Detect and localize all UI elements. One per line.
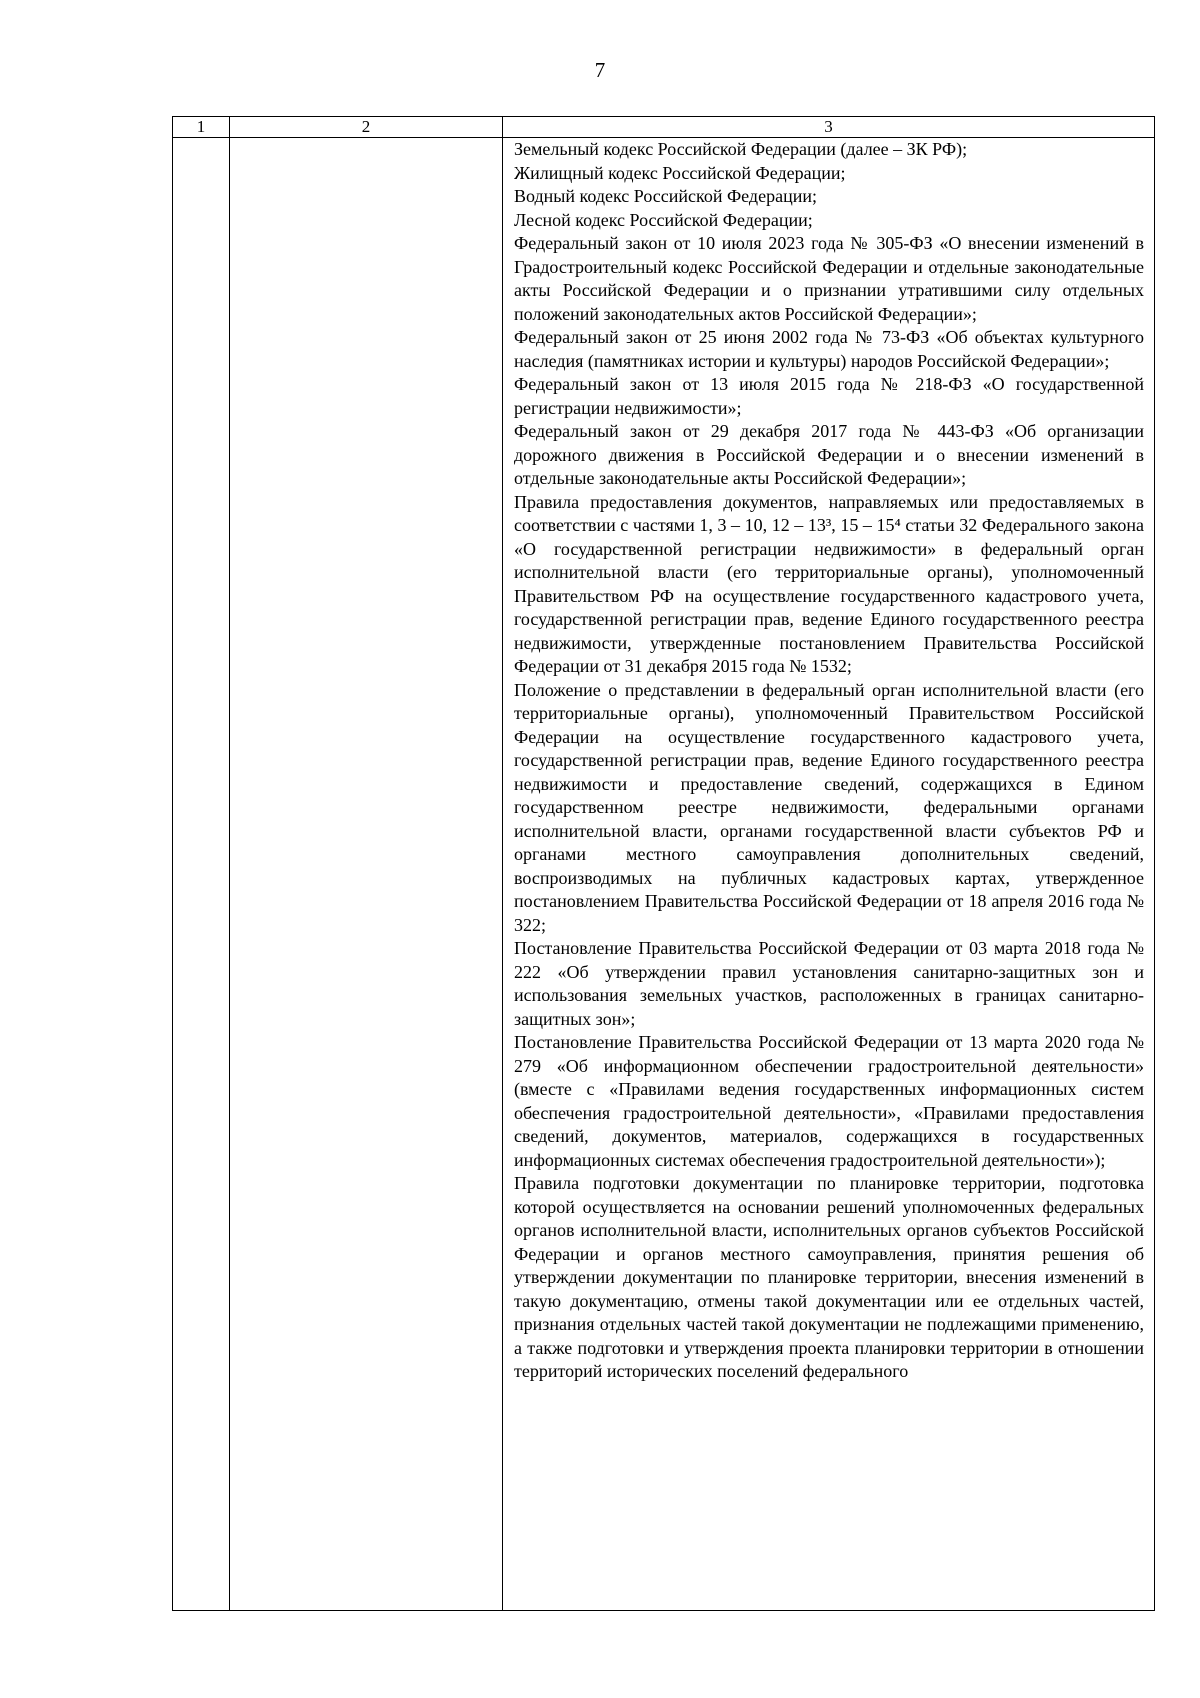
legal-act-entry: Жилищный кодекс Российской Федерации; <box>514 162 846 183</box>
column-header-1: 1 <box>173 117 230 138</box>
legal-acts-table <box>172 116 1155 1611</box>
legal-act-entry: Постановление Правительства Российской Федерации от 13 марта 2020 года № 279 «Об информационном обеспечении градостроительной деятельности» (вместе с «Правилами ведения государственных информационных систем обеспечения градостроительной деятельности», «Правилами предоставления сведений, документов, материалов, содержащихся в государственных информационных системах обеспечения градостроительной деятельности»); <box>514 1032 1144 1170</box>
page-number: 7 <box>594 58 606 82</box>
table-cell-col2 <box>230 138 503 1611</box>
legal-act-entry: Правила предоставления документов, направляемых или предоставляемых в соответствии с частями 1, 3 – 10, 12 – 13³, 15 – 15⁴ статьи 32 Федерального закона «О государственной регистрации недвижимости» в федеральный орган исполнительной власти (его территориальные органы), уполномоченный Правительством РФ на осуществление государственного кадастрового учета, государственной регистрации прав, ведение Единого государственного реестра недвижимости, утвержденные постановлением Правительства Российской Федерации от 31 декабря 2015 года № 1532; <box>514 491 1144 676</box>
legal-act-entry: Водный кодекс Российской Федерации; <box>514 186 817 206</box>
table-cell-col3 <box>503 138 1155 1611</box>
column-header-3: 3 <box>503 117 1155 138</box>
legal-act-entry: Федеральный закон от 29 декабря 2017 года № 443-ФЗ «Об организации дорожного движения в Российской Федерации и о внесении изменений в отдельные законодательные акты Российской Федерации»; <box>514 421 1144 488</box>
legal-act-entry: Лесной кодекс Российской Федерации; <box>514 209 813 230</box>
legal-act-entry: Земельный кодекс Российской Федерации (далее – ЗК РФ); <box>514 139 968 159</box>
table-header-row <box>173 117 1155 138</box>
legal-act-entry: Федеральный закон от 10 июля 2023 года № 305-ФЗ «О внесении изменений в Градостроительный кодекс Российской Федерации и отдельные законодательные акты Российской Федерации и о признании утратившими силу отдельных положений законодательных актов Российской Федерации»; <box>514 233 1144 324</box>
table-cell-col1 <box>173 138 230 1611</box>
legal-act-entry: Федеральный закон от 25 июня 2002 года № 73-ФЗ «Об объектах культурного наследия (памятниках истории и культуры) народов Российской Федерации»; <box>514 327 1144 371</box>
table-row <box>173 138 1155 1611</box>
column-header-2: 2 <box>230 117 503 138</box>
legal-act-entry: Положение о представлении в федеральный орган исполнительной власти (его территориальные органы), уполномоченный Правительством Российской Федерации на осуществление государственного кадастрового учета, государственной регистрации прав, ведение Единого государственного реестра недвижимости и предоставление сведений, содержащихся в Едином государственном реестре недвижимости, федеральными органами исполнительной власти, органами государственной власти субъектов РФ и органами местного самоуправления дополнительных сведений, воспроизводимых на публичных кадастровых картах, утвержденное постановлением Правительства Российской Федерации от 18 апреля 2016 года № 322; <box>514 679 1144 935</box>
legal-act-entry: Правила подготовки документации по планировке территории, подготовка которой осуществляется на основании решений уполномоченных федеральных органов исполнительной власти, исполнительных органов субъектов Российской Федерации и органов местного самоуправления, принятия решения об утверждении документации по планировке территории, внесения изменений в такую документацию, отмены такой документации или ее отдельных частей, признания отдельных частей такой документации не подлежащими применению, а также подготовки и утверждения проекта планировки территории в отношении территорий исторических поселений федерального <box>514 1173 1144 1381</box>
legal-act-entry: Федеральный закон от 13 июля 2015 года № 218-ФЗ «О государственной регистрации недвижимости»; <box>514 374 1144 418</box>
legal-act-entry: Постановление Правительства Российской Федерации от 03 марта 2018 года № 222 «Об утверждении правил установления санитарно-защитных зон и использования земельных участков, расположенных в границах санитарно-защитных зон»; <box>514 938 1144 1029</box>
